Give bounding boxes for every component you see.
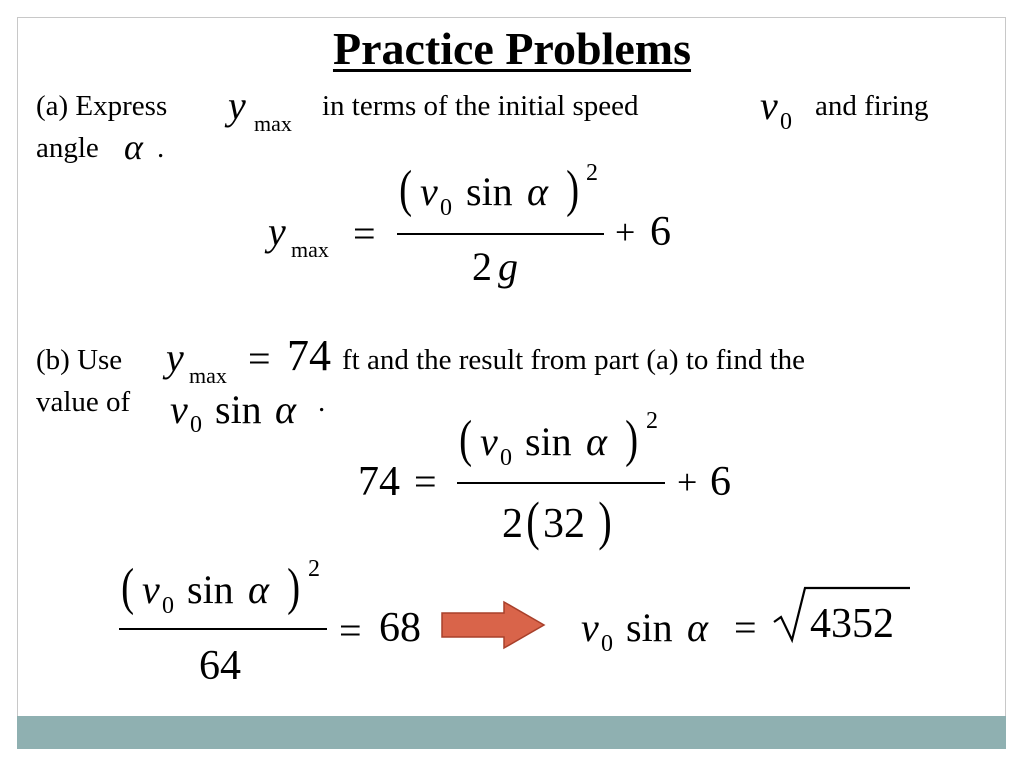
eq-b-alpha: α — [586, 419, 607, 464]
eq-b-lparen2: ( — [526, 491, 540, 551]
eq-a-fraction-bar — [397, 233, 604, 235]
eq-a-v-sub: 0 — [440, 195, 452, 221]
part-b-middle: ft and the result from part (a) to find the — [342, 344, 806, 376]
eq-b-sin: sin — [525, 419, 572, 464]
inline-b-equals: = — [248, 336, 271, 381]
eq-c-68: 68 — [379, 605, 421, 651]
eq-d-v-sub: 0 — [601, 631, 613, 657]
eq-b-equals: = — [414, 459, 437, 504]
inline-b-y: y — [166, 335, 184, 380]
part-a-line2: angle — [36, 132, 99, 164]
inline-y-sub-max: max — [254, 111, 292, 136]
eq-c-sin: sin — [187, 567, 234, 612]
part-a-middle: in terms of the initial speed — [322, 90, 639, 122]
eq-b-squared: 2 — [646, 408, 658, 434]
inline-b-v-sub: 0 — [190, 412, 202, 438]
page-title: Practice Problems — [332, 23, 692, 74]
inline-v: v — [760, 83, 778, 128]
part-b-period: . — [318, 386, 326, 418]
eq-b-v-sub: 0 — [500, 445, 512, 471]
eq-a-y: y — [268, 209, 286, 254]
inline-alpha: α — [124, 127, 143, 167]
part-a-end: and firing — [815, 90, 929, 122]
eq-a-rparen: ) — [566, 161, 580, 218]
eq-b-rparen2: ) — [598, 491, 612, 551]
eq-a-two: 2 — [472, 244, 492, 289]
inline-b-alpha: α — [275, 387, 296, 432]
inline-b-sub-max: max — [189, 363, 227, 388]
eq-d-radicand: 4352 — [810, 601, 894, 647]
inline-y: y — [228, 83, 246, 128]
eq-a-lparen: ( — [399, 161, 413, 218]
inline-v-sub-0: 0 — [780, 109, 792, 135]
inline-b-74: 74 — [287, 331, 331, 380]
eq-c-v-sub: 0 — [162, 593, 174, 619]
eq-c-alpha: α — [248, 567, 269, 612]
right-arrow-icon — [440, 600, 550, 650]
eq-a-alpha: α — [527, 169, 548, 214]
inline-b-v: v — [170, 387, 188, 432]
footer-bar — [17, 716, 1006, 749]
eq-a-v: v — [420, 169, 438, 214]
eq-c-fraction-bar — [119, 628, 327, 630]
eq-c-v: v — [142, 567, 160, 612]
eq-b-rparen: ) — [625, 411, 639, 468]
eq-a-equals: = — [353, 211, 376, 256]
part-b-prefix: (b) Use — [36, 344, 123, 376]
eq-a-squared: 2 — [586, 160, 598, 186]
eq-b-32: 32 — [543, 501, 585, 547]
eq-b-plus: + — [677, 462, 698, 502]
inline-b-sin: sin — [215, 387, 262, 432]
eq-b-fraction-bar — [457, 482, 665, 484]
eq-b-v: v — [480, 419, 498, 464]
eq-a-plus: + — [615, 212, 636, 252]
part-b-line2: value of — [36, 386, 131, 418]
eq-d-v: v — [581, 605, 599, 650]
eq-d-alpha: α — [687, 605, 708, 650]
eq-c-64: 64 — [199, 643, 241, 689]
eq-b-lparen: ( — [459, 411, 473, 468]
eq-b-six: 6 — [710, 459, 731, 505]
eq-c-equals: = — [339, 608, 362, 653]
eq-c-squared: 2 — [308, 556, 320, 582]
eq-a-sub-max: max — [291, 237, 329, 262]
eq-a-g: g — [498, 244, 518, 289]
eq-a-six: 6 — [650, 209, 671, 255]
part-a-period: . — [157, 132, 165, 164]
eq-c-lparen: ( — [121, 559, 135, 616]
eq-d-sin: sin — [626, 605, 673, 650]
eq-b-two: 2 — [502, 501, 523, 547]
eq-a-sin: sin — [466, 169, 513, 214]
eq-d-equals: = — [734, 605, 757, 650]
part-a-prefix: (a) Express — [36, 90, 168, 122]
eq-b-74: 74 — [358, 459, 400, 505]
eq-c-rparen: ) — [287, 559, 301, 616]
